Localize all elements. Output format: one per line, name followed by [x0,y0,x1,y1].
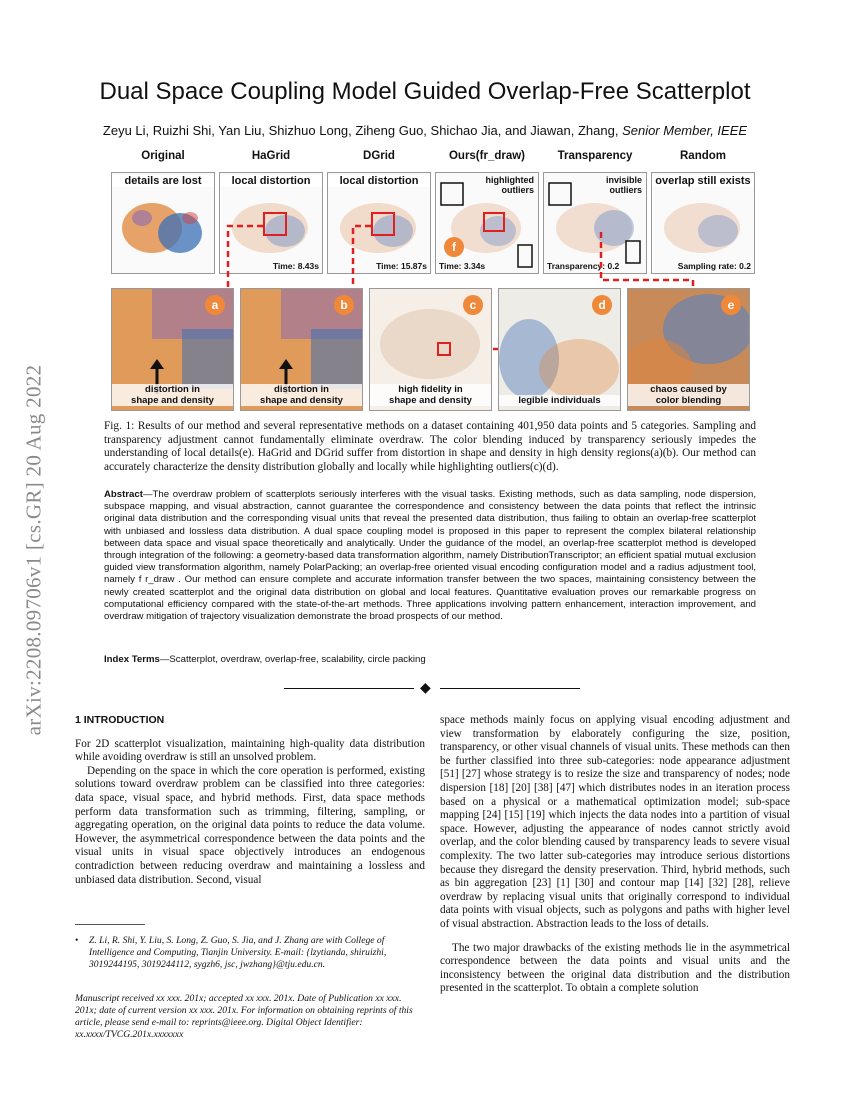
author-names: Zeyu Li, Ruizhi Shi, Yan Liu, Shizhuo Long, Ziheng Guo, Shichao Jia, and Jiawan, Zhang, [102,123,619,138]
badge-e: e [721,295,741,315]
zoom-panel-e [627,288,750,411]
badge-c: c [463,295,483,315]
arxiv-stamp: arXiv:2208.09706v1 [cs.GR] 20 Aug 2022 [21,364,46,736]
panel-time-dgrid: Time: 15.87s [376,261,427,271]
zoom-panel-d [498,288,621,411]
separator-left [284,688,414,689]
right-paragraph-1: space methods mainly focus on applying visual encoding adjustment and view transformation by elaborately configuring the size, position, transparency, or other visual channels of visual units. These methods can then be further classified into three sub-categories: node appearance adjustment [51] [27] whose strategy is to resize the size and transparency of nodes; node dispersion [18] [20] [38] [47] which distributes nodes in an iteration process based on a physical or a mathematical optimization model; sub-space mapping [24] [15] [19] which injects the data nodes into a partition of visual space. However, adjusting the appearance of nodes cannot strictly avoid overlap, and the color blending caused by transparency leads to severe visual complexity. The two latter sub-categories may introduce serious distortions because they disregard the density preservation. Third, hybrid methods, such as bin aggregation [23] [1] [30] and contour map [14] [32] [28], relieve overdraw by replacing visual units that originally correspond to individual data points with visual objects, such as polygons and paths with higher level of visual abstraction. Abstraction leads to the loss of details. [440,714,790,930]
abstract-text: —The overdraw problem of scatterplots seriously interferes with the visual tasks. Existing methods, such as data sampling, node dispersion, subspace mapping, and visual abstraction, cannot guarantee the correspondence and consistency between the data points that reflect the intrinsic original data distribution and the corresponding visual units that reveal the presented data distribution, thus failing to obtain an overlap-free scatterplot with unbiased and lossless data distribution. A dual space coupling model is proposed in this paper to represent the complex bilateral relationship between data space and visual space theoretically and analytically. Under the guidance of the model, an overlap-free scatterplot method is developed through integration of the following: a geometry-based data transformation algorithm, namely DistributionTranscriptor; an efficient spatial mutual exclusion guided view transformation algorithm, namely PolarPacking; an overlap-free oriented visual encoding configuration model and a radius adjustment tool, namely f r_draw . Our method can ensure complete and accurate information transfer between the two spaces, maintaining consistency between the newly created scatterplot and the original data distribution on global and local features. Quantitative evaluation proves our remarkable progress on computational efficiency compared with the state-of-the-art methods. Three applications involving pattern enhancement, interaction improvement, and overdraw mitigation of trajectory visualization demonstrate the broad prospects of our method. [104,489,756,623]
col-header-hagrid: HaGrid [251,150,291,162]
author-list [0,123,850,138]
footnote-affiliation-text: Z. Li, R. Shi, Y. Liu, S. Long, Z. Guo, S. Jia, and J. Zhang are with College of Intelligence and Computing, Tianjin University. E-mail: {lzytianda, shiruizhi, 3019244195, 3019244112, sygzh6, jsc, jwzhang}@tju.edu.cn. [89,935,387,970]
panel-transparency-value: Transparency: 0.2 [547,261,620,271]
footnote-rule [75,924,145,925]
right-paragraph-2: The two major drawbacks of the existing methods lie in the asymmetrical correspondence between the data points and visual units and the inconsistency between the original data distribution and the distribution presented in the scatterplot. To obtain a complete solution [440,941,790,995]
paper-title: Dual Space Coupling Model Guided Overlap-Free Scatterplot [99,78,751,105]
col-header-ours: Ours(fr_draw) [448,150,526,162]
panel-text-random: overlap still exists [652,175,754,187]
index-text: —Scatterplot, overdraw, overlap-free, scalability, circle packing [159,654,426,665]
zoom-caption-d: legible individuals [499,395,620,406]
zoom-caption-a: distortion in shape and density [112,384,233,406]
separator-diamond-icon: ◆ [420,681,431,696]
index-label: Index Terms [104,654,160,665]
zoom-panel-c [369,288,492,411]
abstract [104,489,756,623]
zoom-panel-b [240,288,363,411]
panel-time-ours: Time: 3.34s [439,261,486,271]
zoom-caption-e: chaos caused by color blending [628,384,749,406]
section-heading-introduction: 1 INTRODUCTION [75,714,165,726]
col-header-original: Original [141,150,185,162]
left-paragraph-2: Depending on the space in which the core operation is performed, existing solutions toward overdraw problem can be classified into three categories: data space, visual space, and hybrid methods. First, data space methods perform data transformation such as trimming, filtering, sampling, or aggregating operation, on the original data points to reduce the data volume. However, the asymmetrical correspondence between the data points and the visual units in visual space objectively introduces an endogenous contradiction between reducing overdraw and maintaining a lossless and unbiased data distribution. Second, visual [75,764,425,886]
separator-right [440,688,580,689]
index-terms [104,654,756,665]
panel-sampling-rate: Sampling rate: 0.2 [677,261,751,271]
col-header-transparency: Transparency [557,150,633,162]
badge-a: a [205,295,225,315]
panel-text-hagrid: local distortion [220,175,322,187]
footnote-bullet-icon: • [75,935,79,946]
badge-f: f [444,237,464,257]
abstract-label: Abstract [104,489,143,500]
badge-d: d [592,295,612,315]
left-paragraph-1: For 2D scatterplot visualization, maintaining high-quality data distribution while avoiding overdraw is still an unsolved problem. [75,737,425,764]
zoom-caption-b: distortion in shape and density [241,384,362,406]
panel-time-hagrid: Time: 8.43s [272,261,319,271]
left-column [75,714,425,887]
zoom-panel-a [111,288,234,411]
badge-b: b [334,295,354,315]
footnote-manuscript: Manuscript received xx xxx. 201x; accepted xx xxx. 201x. Date of Publication xx xxx. 201x; date of current version xx xxx. 201x. For information on obtaining reprints of this article, please send e-mail to: reprints@ieee.org. Digital Object Identifier: xx.xxxx/TVCG.201x.xxxxxxx [75,993,413,1040]
figure-caption: Fig. 1: Results of our method and several representative methods on a dataset containing 401,950 data points and 5 categories. Sampling and transparency adjustment cannot fundamentally eliminate overdraw. The color blending induced by transparency seriously impedes the understanding of local details(e). HaGrid and DGrid suffer from distortion in shape and density in high density regions(a)(b). Our method can accurately characterize the density distribution globally and locally while highlighting outliers(c)(d). [104,420,756,473]
panel-text-dgrid: local distortion [328,175,430,187]
col-header-dgrid: DGrid [363,150,395,162]
invisible-outliers-label: invisible outliers [605,175,642,195]
author-role: Senior Member, IEEE [622,123,748,138]
highlighted-outliers-label: highlighted outliers [485,175,534,195]
footnote-affiliation [75,935,425,971]
right-column [440,714,790,996]
figure-1 [108,150,758,412]
col-header-random: Random [680,150,726,162]
zoom-caption-c: high fidelity in shape and density [370,384,491,406]
panel-text-original: details are lost [112,175,214,187]
